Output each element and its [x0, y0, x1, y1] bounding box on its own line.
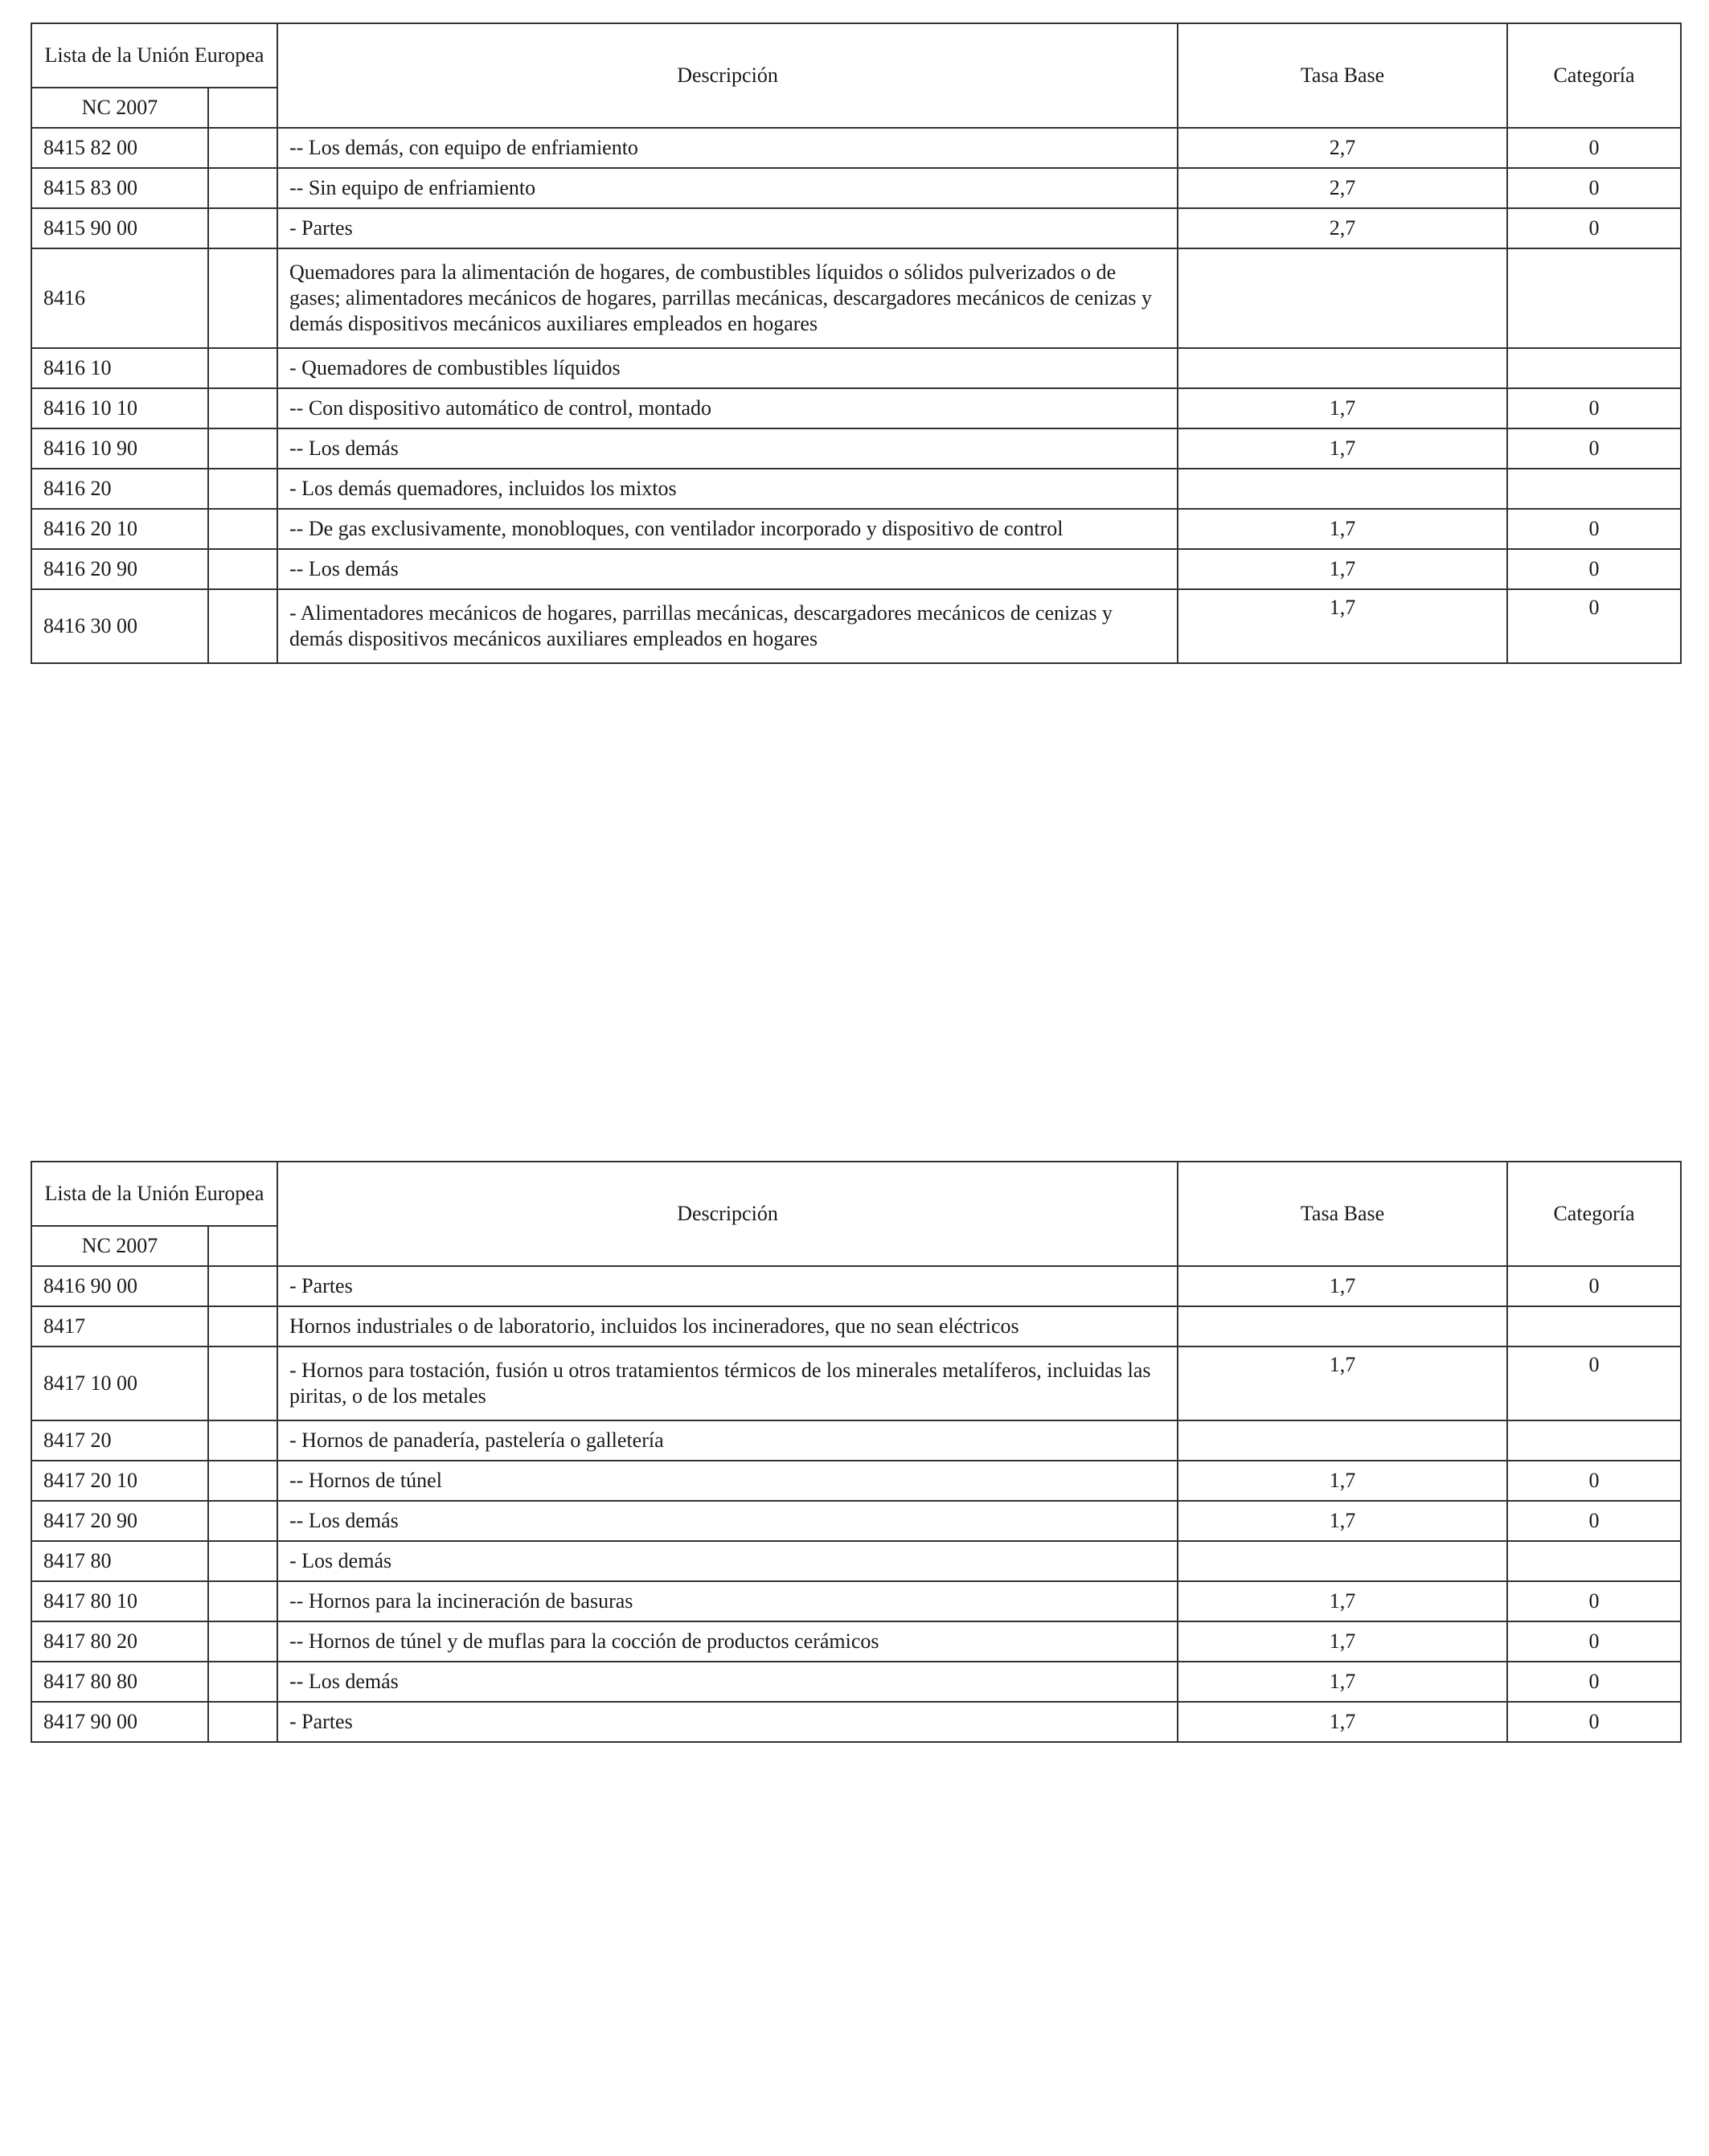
- code-cell: 8416: [31, 248, 208, 348]
- category-cell: 0: [1507, 1266, 1681, 1306]
- base-rate-cell: 2,7: [1178, 208, 1507, 248]
- blank-cell: [208, 428, 277, 469]
- description-cell: -- Los demás: [277, 1662, 1178, 1702]
- table-row: [31, 128, 1681, 168]
- base-rate-cell: [1178, 469, 1507, 509]
- description-cell: - Hornos para tostación, fusión u otros tratamientos térmicos de los minerales metalíferos, incluidas las piritas, o de los metales: [277, 1346, 1178, 1420]
- table-row: [31, 208, 1681, 248]
- tariff-table-1: [31, 23, 1682, 664]
- description-cell: -- Hornos de túnel: [277, 1461, 1178, 1501]
- blank-cell: [208, 1420, 277, 1461]
- base-rate-cell: 1,7: [1178, 1702, 1507, 1742]
- code-cell: 8415 90 00: [31, 208, 208, 248]
- description-cell: Quemadores para la alimentación de hogares, de combustibles líquidos o sólidos pulverizados o de gases; alimentadores mecánicos de hogares, parrillas mecánicas, descargadores mecánicos de cenizas y demás dispositivos mecánicos auxiliares empleados en hogares: [277, 248, 1178, 348]
- table-row: [31, 1702, 1681, 1742]
- code-cell: 8417 10 00: [31, 1346, 208, 1420]
- blank-cell: [208, 248, 277, 348]
- base-rate-cell: 1,7: [1178, 1266, 1507, 1306]
- code-cell: 8417: [31, 1306, 208, 1346]
- category-cell: 0: [1507, 1581, 1681, 1621]
- description-cell: -- Hornos para la incineración de basuras: [277, 1581, 1178, 1621]
- description-cell: -- Los demás: [277, 549, 1178, 589]
- blank-cell: [208, 1461, 277, 1501]
- blank-cell: [208, 469, 277, 509]
- table-row: [31, 549, 1681, 589]
- base-rate-cell: 2,7: [1178, 128, 1507, 168]
- header-nc-2007: NC 2007: [31, 1226, 208, 1266]
- description-cell: - Hornos de panadería, pastelería o galletería: [277, 1420, 1178, 1461]
- blank-cell: [208, 1541, 277, 1581]
- table-row: [31, 1581, 1681, 1621]
- base-rate-cell: 1,7: [1178, 428, 1507, 469]
- blank-cell: [208, 1581, 277, 1621]
- blank-cell: [208, 1662, 277, 1702]
- blank-cell: [208, 388, 277, 428]
- category-cell: 0: [1507, 589, 1681, 663]
- base-rate-cell: 1,7: [1178, 388, 1507, 428]
- blank-cell: [208, 168, 277, 208]
- base-rate-cell: 1,7: [1178, 1662, 1507, 1702]
- header-nc-2007: NC 2007: [31, 88, 208, 128]
- header-blank-cell: [208, 88, 277, 128]
- header-description: Descripción: [277, 23, 1178, 128]
- code-cell: 8417 90 00: [31, 1702, 208, 1742]
- base-rate-cell: [1178, 348, 1507, 388]
- category-cell: 0: [1507, 1346, 1681, 1420]
- base-rate-cell: [1178, 1420, 1507, 1461]
- base-rate-cell: 2,7: [1178, 168, 1507, 208]
- table-row: [31, 589, 1681, 663]
- blank-cell: [208, 549, 277, 589]
- table-row: [31, 1662, 1681, 1702]
- description-cell: -- Los demás, con equipo de enfriamiento: [277, 128, 1178, 168]
- header-base-rate: Tasa Base: [1178, 1162, 1507, 1266]
- base-rate-cell: 1,7: [1178, 1581, 1507, 1621]
- blank-cell: [208, 1702, 277, 1742]
- category-cell: 0: [1507, 1662, 1681, 1702]
- description-cell: -- Los demás: [277, 1501, 1178, 1541]
- table-row: [31, 509, 1681, 549]
- table-row: [31, 1501, 1681, 1541]
- code-cell: 8416 10 10: [31, 388, 208, 428]
- header-eu-list: Lista de la Unión Europea: [31, 1162, 277, 1226]
- category-cell: 0: [1507, 1621, 1681, 1662]
- category-cell: [1507, 248, 1681, 348]
- description-cell: -- De gas exclusivamente, monobloques, con ventilador incorporado y dispositivo de control: [277, 509, 1178, 549]
- code-cell: 8417 20 90: [31, 1501, 208, 1541]
- table-row: [31, 1541, 1681, 1581]
- description-cell: - Quemadores de combustibles líquidos: [277, 348, 1178, 388]
- description-cell: - Los demás: [277, 1541, 1178, 1581]
- header-category: Categoría: [1507, 1162, 1681, 1266]
- base-rate-cell: [1178, 1541, 1507, 1581]
- table-row: [31, 1346, 1681, 1420]
- category-cell: 0: [1507, 388, 1681, 428]
- header-blank-cell: [208, 1226, 277, 1266]
- base-rate-cell: 1,7: [1178, 1501, 1507, 1541]
- category-cell: 0: [1507, 1702, 1681, 1742]
- description-cell: Hornos industriales o de laboratorio, incluidos los incineradores, que no sean eléctricos: [277, 1306, 1178, 1346]
- category-cell: [1507, 348, 1681, 388]
- base-rate-cell: 1,7: [1178, 1621, 1507, 1662]
- base-rate-cell: [1178, 1306, 1507, 1346]
- code-cell: 8417 80 10: [31, 1581, 208, 1621]
- blank-cell: [208, 1306, 277, 1346]
- blank-cell: [208, 1346, 277, 1420]
- code-cell: 8415 83 00: [31, 168, 208, 208]
- base-rate-cell: 1,7: [1178, 549, 1507, 589]
- code-cell: 8416 10 90: [31, 428, 208, 469]
- base-rate-cell: [1178, 248, 1507, 348]
- description-cell: -- Sin equipo de enfriamiento: [277, 168, 1178, 208]
- code-cell: 8417 80 80: [31, 1662, 208, 1702]
- code-cell: 8417 20: [31, 1420, 208, 1461]
- description-cell: - Partes: [277, 1702, 1178, 1742]
- category-cell: 0: [1507, 549, 1681, 589]
- base-rate-cell: 1,7: [1178, 589, 1507, 663]
- description-cell: - Los demás quemadores, incluidos los mixtos: [277, 469, 1178, 509]
- base-rate-cell: 1,7: [1178, 1346, 1507, 1420]
- header-category: Categoría: [1507, 23, 1681, 128]
- blank-cell: [208, 509, 277, 549]
- code-cell: 8417 80: [31, 1541, 208, 1581]
- category-cell: 0: [1507, 509, 1681, 549]
- table-row: [31, 1266, 1681, 1306]
- tariff-table-2: [31, 1161, 1682, 1743]
- code-cell: 8417 20 10: [31, 1461, 208, 1501]
- blank-cell: [208, 1266, 277, 1306]
- blank-cell: [208, 589, 277, 663]
- table-row: [31, 388, 1681, 428]
- table-row: [31, 1621, 1681, 1662]
- category-cell: [1507, 1541, 1681, 1581]
- code-cell: 8416 10: [31, 348, 208, 388]
- blank-cell: [208, 348, 277, 388]
- table-row: [31, 469, 1681, 509]
- description-cell: -- Hornos de túnel y de muflas para la cocción de productos cerámicos: [277, 1621, 1178, 1662]
- category-cell: 0: [1507, 208, 1681, 248]
- blank-cell: [208, 1501, 277, 1541]
- table-row: [31, 1461, 1681, 1501]
- category-cell: [1507, 1420, 1681, 1461]
- code-cell: 8416 90 00: [31, 1266, 208, 1306]
- table-row: [31, 248, 1681, 348]
- table-row: [31, 348, 1681, 388]
- description-cell: -- Los demás: [277, 428, 1178, 469]
- code-cell: 8417 80 20: [31, 1621, 208, 1662]
- table-row: [31, 1420, 1681, 1461]
- header-description: Descripción: [277, 1162, 1178, 1266]
- category-cell: 0: [1507, 1501, 1681, 1541]
- blank-cell: [208, 1621, 277, 1662]
- table-row: [31, 168, 1681, 208]
- code-cell: 8416 20 90: [31, 549, 208, 589]
- table-row: [31, 428, 1681, 469]
- blank-cell: [208, 128, 277, 168]
- category-cell: [1507, 1306, 1681, 1346]
- blank-cell: [208, 208, 277, 248]
- category-cell: 0: [1507, 428, 1681, 469]
- code-cell: 8415 82 00: [31, 128, 208, 168]
- code-cell: 8416 20: [31, 469, 208, 509]
- header-base-rate: Tasa Base: [1178, 23, 1507, 128]
- code-cell: 8416 20 10: [31, 509, 208, 549]
- header-eu-list: Lista de la Unión Europea: [31, 23, 277, 88]
- description-cell: - Alimentadores mecánicos de hogares, parrillas mecánicas, descargadores mecánicos de cenizas y demás dispositivos mecánicos auxiliares empleados en hogares: [277, 589, 1178, 663]
- category-cell: 0: [1507, 128, 1681, 168]
- category-cell: 0: [1507, 168, 1681, 208]
- description-cell: - Partes: [277, 208, 1178, 248]
- category-cell: 0: [1507, 1461, 1681, 1501]
- description-cell: -- Con dispositivo automático de control, montado: [277, 388, 1178, 428]
- code-cell: 8416 30 00: [31, 589, 208, 663]
- category-cell: [1507, 469, 1681, 509]
- base-rate-cell: 1,7: [1178, 509, 1507, 549]
- base-rate-cell: 1,7: [1178, 1461, 1507, 1501]
- table-row: [31, 1306, 1681, 1346]
- description-cell: - Partes: [277, 1266, 1178, 1306]
